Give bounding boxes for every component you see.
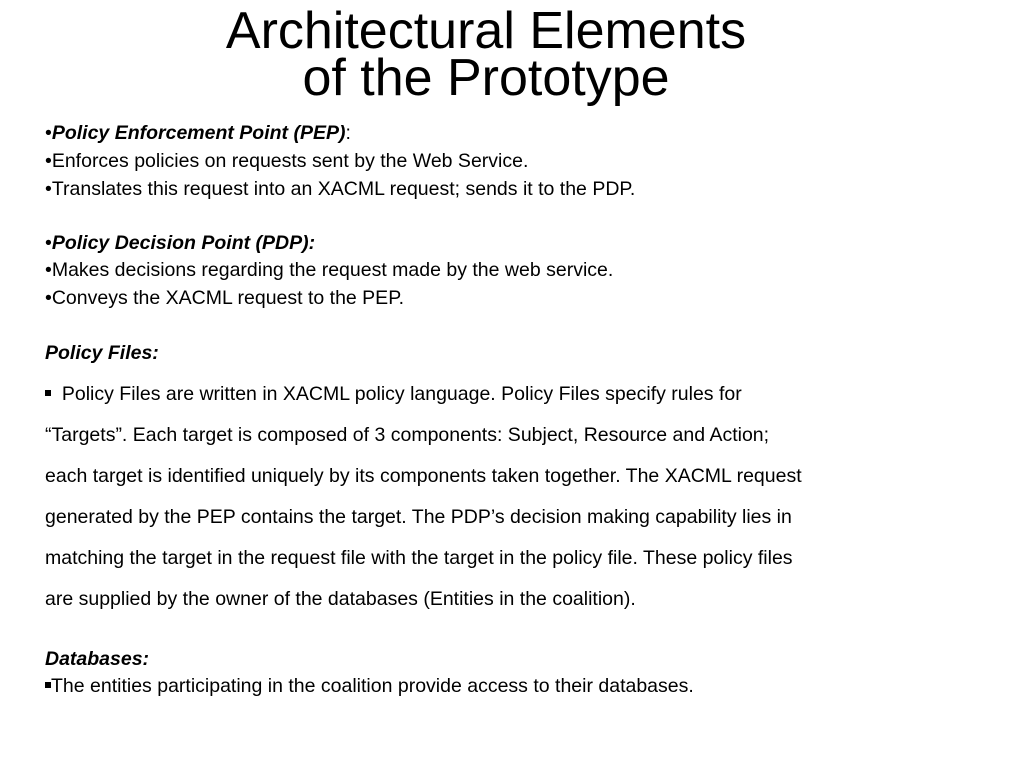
policy-files-line-5: matching the target in the request file with the target in the policy file. These policy files [45, 547, 793, 569]
pdp-bullet: • [45, 232, 52, 254]
policy-files-line-1-text: Policy Files are written in XACML policy language. Policy Files specify rules for [61, 383, 742, 405]
pdp-heading: Policy Decision Point (PDP): [51, 232, 316, 254]
square-bullet-icon [45, 682, 51, 688]
slide-title [0, 0, 972, 107]
title-line-2: of the Prototype [302, 49, 670, 107]
pdp-item-2: •Conveys the XACML request to the PEP. [45, 287, 405, 309]
pdp-heading-line [45, 231, 315, 255]
databases-heading: Databases: [45, 648, 150, 670]
pep-item-1: •Enforces policies on requests sent by the Web Service. [45, 150, 529, 172]
title-line-1: Architectural Elements [225, 2, 747, 60]
databases-item [45, 674, 694, 698]
pep-bullet: • [45, 122, 52, 144]
pep-heading: Policy Enforcement Point (PEP) [51, 122, 346, 144]
policy-files-line-3: each target is identified uniquely by its components taken together. The XACML request [45, 465, 802, 487]
square-bullet-icon [45, 390, 51, 396]
pep-heading-line [45, 121, 351, 145]
policy-files-line-6: are supplied by the owner of the databases (Entities in the coalition). [45, 588, 636, 610]
policy-files-line-4: generated by the PEP contains the target. The PDP’s decision making capability lies in [45, 506, 792, 528]
policy-files-heading: Policy Files: [45, 342, 159, 364]
pdp-item-1: •Makes decisions regarding the request made by the web service. [45, 259, 614, 281]
policy-files-line-2: “Targets”. Each target is composed of 3 components: Subject, Resource and Action; [45, 424, 770, 446]
pep-heading-suffix: : [345, 122, 351, 144]
pep-item-2: •Translates this request into an XACML request; sends it to the PDP. [45, 178, 636, 200]
databases-item-text: The entities participating in the coalition provide access to their databases. [51, 675, 694, 697]
policy-files-line-1 [45, 382, 742, 406]
